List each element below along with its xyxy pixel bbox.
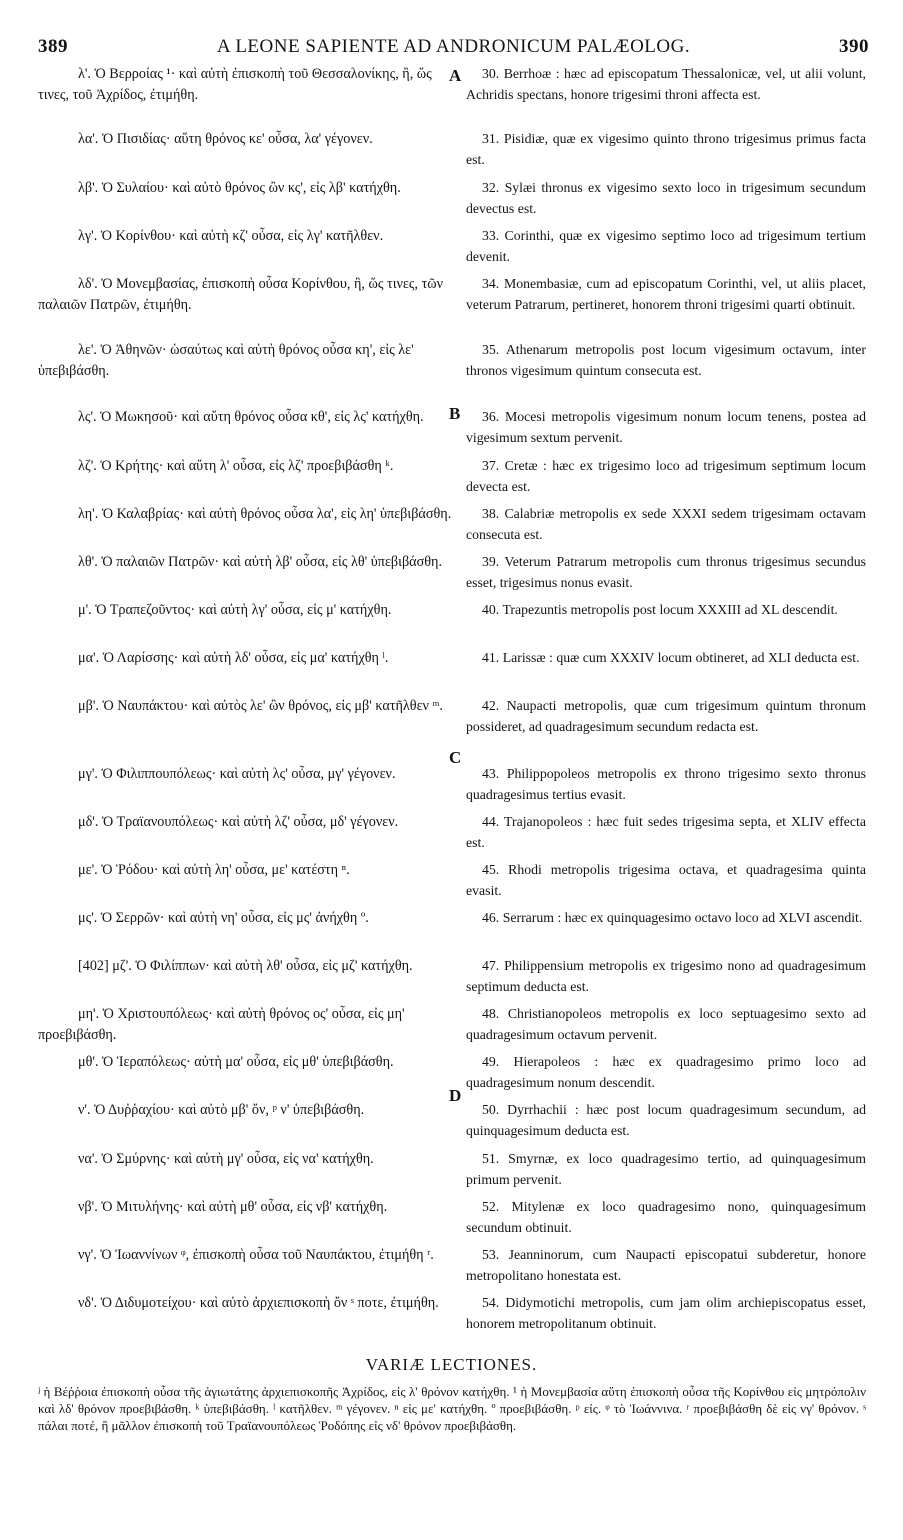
greek-entry-51: να'. Ὁ Σμύρνης· καὶ αὐτὴ μγ' οὖσα, εἰς να' κατήχθη. — [78, 1151, 374, 1167]
greek-entry-45: με'. Ὁ Ῥόδου· καὶ αὐτὴ λη' οὖσα, με' κατέστη ⁿ. — [78, 862, 350, 878]
margin-marker-b: B — [449, 404, 461, 423]
latin-entry-53: 53. Jeanninorum, cum Naupacti episcopatui subderetur, honore metropolitano honestata est. — [466, 1247, 866, 1283]
latin-entry-54: 54. Didymotichi metropolis, cum jam olim archiepiscopatus esset, honorem metropolitanum obtinuit. — [466, 1295, 866, 1331]
left-page-number: 389 — [38, 36, 68, 57]
margin-marker-a: A — [449, 66, 462, 85]
running-header — [38, 36, 869, 60]
greek-entry-50: ν'. Ὁ Δυῤῥαχίου· καὶ αὐτὸ μβ' ὄν, ᵖ ν' ὑπεβιβάσθη. — [78, 1102, 365, 1118]
greek-entry-49: μθ'. Ὁ Ἱεραπόλεως· αὐτὴ μα' οὖσα, εἰς μθ' ὑπεβιβάσθη. — [78, 1054, 394, 1070]
greek-entry-37: λζ'. Ὁ Κρήτης· καὶ αὕτη λ' οὖσα, εἰς λζ' προεβιβάσθη ᵏ. — [78, 458, 394, 474]
latin-entry-51: 51. Smyrnæ, ex loco quadragesimo tertio, ad quinquagesimum primum pervenit. — [466, 1151, 866, 1187]
greek-entry-34: λδ'. Ὁ Μονεμβασίας, ἐπισκοπὴ οὖσα Κορίνθου, ἢ, ὥς τινες, τῶν παλαιῶν Πατρῶν, ἐτιμήθη. — [38, 276, 444, 313]
greek-entry-39: λθ'. Ὁ παλαιῶν Πατρῶν· καὶ αὐτὴ λβ' οὖσα, εἰς λθ' ὑπεβιβάσθη. — [78, 554, 443, 570]
greek-entry-52: νβ'. Ὁ Μιτυλήνης· καὶ αὐτὴ μθ' οὖσα, εἰς νβ' κατήχθη. — [78, 1199, 388, 1215]
greek-entry-46: μς'. Ὁ Σερρῶν· καὶ αὐτὴ νη' οὖσα, εἰς μς' ἀνήχθη º. — [78, 910, 369, 926]
latin-entry-30: 30. Berrhoæ : hæc ad episcopatum Thessalonicæ, vel, ut alii volunt, Achridis spectans, honore trigesimi throni affecta est. — [466, 66, 866, 102]
greek-entry-48: μη'. Ὁ Χριστουπόλεως· καὶ αὐτὴ θρόνος ος' οὖσα, εἰς μη' προεβιβάσθη. — [38, 1006, 405, 1043]
latin-entry-40: 40. Trapezuntis metropolis post locum XXXIII ad XL descendit. — [482, 602, 838, 617]
right-page-number: 390 — [839, 36, 869, 57]
latin-entry-43: 43. Philippopoleos metropolis ex throno trigesimo sexto thronus quadragesimus tertius evasit. — [466, 766, 866, 802]
latin-entry-35: 35. Athenarum metropolis post locum vigesimum octavum, inter thronos vigesimum quintum consecuta est. — [466, 342, 866, 378]
variae-lectiones-heading: VARIÆ LECTIONES. — [365, 1355, 538, 1374]
latin-entry-49: 49. Hierapoleos : hæc ex quadragesimo primo loco ad quadragesimum nonum descendit. — [466, 1054, 866, 1090]
running-title: A LEONE SAPIENTE AD ANDRONICUM PALÆOLOG. — [216, 36, 691, 57]
greek-entry-43: μγ'. Ὁ Φιλιππουπόλεως· καὶ αὐτὴ λς' οὖσα, μγ' γέγονεν. — [78, 766, 396, 782]
latin-entry-36: 36. Mocesi metropolis vigesimum nonum locum tenens, postea ad vigesimum sextum pervenit. — [466, 409, 866, 445]
greek-entry-36: λς'. Ὁ Μωκησοῦ· καὶ αὕτη θρόνος οὖσα κθ', εἰς λς' κατήχθη. — [78, 409, 424, 425]
greek-entry-41: μα'. Ὁ Λαρίσσης· καὶ αὐτὴ λδ' οὖσα, εἰς μα' κατήχθη ˡ. — [78, 650, 389, 666]
variae-lectiones-text: ʲ ἡ Βέῤῥοια ἐπισκοπὴ οὖσα τῆς ἁγιωτάτης ἀρχιεπισκοπῆς Ἀχρίδος, εἰς λ' θρόνον κατήχθη. ¹ ἡ Μονεμβασία αὕτη ἐπισκοπὴ οὖσα τῆς Κορίνθου εἰς μητρόπολιν καὶ λδ' θρόνον προεβιβάσθη. ᵏ ὑπεβιβάσθη. ˡ κατῆλθεν. ᵐ γέγονεν. ⁿ εἰς με' κατήχθη. º προεβιβάσθη. ᵖ εἰς. ᵠ τὸ Ἰωάννινα. ʳ προεβιβάσθη δὲ εἰς νγ' θρόνον. ˢ πάλαι ποτέ, ἢ μᾶλλον ἐπισκοπὴ τοῦ Τραϊανουπόλεως Ῥοδόπης εἰς νδ' θρόνον προεβιβάσθη. — [38, 1384, 866, 1433]
latin-entry-46: 46. Serrarum : hæc ex quinquagesimo octavo loco ad XLVI ascendit. — [482, 910, 863, 925]
greek-entry-44: μδ'. Ὁ Τραϊανουπόλεως· καὶ αὐτὴ λζ' οὖσα, μδ' γέγονεν. — [78, 814, 399, 830]
latin-entry-48: 48. Christianopoleos metropolis ex loco septuagesimo sexto ad quadragesimum octavum pervenit. — [466, 1006, 866, 1042]
greek-entry-38: λη'. Ὁ Καλαβρίας· καὶ αὐτὴ θρόνος οὖσα λα', εἰς λη' ὑπεβιβάσθη. — [78, 506, 452, 522]
greek-entry-40: μ'. Ὁ Τραπεζοῦντος· καὶ αὐτὴ λγ' οὖσα, εἰς μ' κατήχθη. — [78, 602, 392, 618]
latin-entry-32: 32. Sylæi thronus ex vigesimo sexto loco in trigesimum secundum devectus est. — [466, 180, 866, 216]
margin-marker-d: D — [449, 1086, 462, 1105]
greek-entry-35: λε'. Ὁ Ἀθηνῶν· ὡσαύτως καὶ αὐτὴ θρόνος οὖσα κη', εἰς λε' ὑπεβιβάσθη. — [38, 342, 414, 379]
greek-entry-30: λ'. Ὁ Βερροίας ¹· καὶ αὐτὴ ἐπισκοπὴ τοῦ Θεσσαλονίκης, ἢ, ὥς τινες, τοῦ Ἀχρίδος, ἐτιμήθη. — [38, 66, 432, 103]
greek-entry-31: λα'. Ὁ Πισιδίας· αὕτη θρόνος κε' οὖσα, λα' γέγονεν. — [78, 131, 373, 147]
latin-entry-45: 45. Rhodi metropolis trigesima octava, et quadragesima quinta evasit. — [466, 862, 866, 898]
latin-entry-38: 38. Calabriæ metropolis ex sede XXXI sedem trigesimam octavam consecuta est. — [466, 506, 866, 542]
greek-entry-33: λγ'. Ὁ Κορίνθου· καὶ αὐτὴ κζ' οὖσα, εἰς λγ' κατῆλθεν. — [78, 228, 384, 244]
latin-entry-33: 33. Corinthi, quæ ex vigesimo septimo loco ad trigesimum tertium devenit. — [466, 228, 866, 264]
latin-entry-31: 31. Pisidiæ, quæ ex vigesimo quinto throno trigesimus primus facta est. — [466, 131, 866, 167]
latin-entry-37: 37. Cretæ : hæc ex trigesimo loco ad trigesimum septimum locum devecta est. — [466, 458, 866, 494]
latin-entry-50: 50. Dyrrhachii : hæc post locum quadragesimum secundum, ad quinquagesimum deducta est. — [466, 1102, 866, 1138]
greek-entry-32: λβ'. Ὁ Συλαίου· καὶ αὐτὸ θρόνος ὢν κς', εἰς λβ' κατήχθη. — [78, 180, 401, 196]
greek-entry-47: [402] μζ'. Ὁ Φιλίππων· καὶ αὐτὴ λθ' οὖσα, εἰς μζ' κατήχθη. — [78, 958, 413, 974]
latin-entry-34: 34. Monembasiæ, cum ad episcopatum Corinthi, vel, ut aliis placet, veterum Patrarum, pertineret, honorem throni trigesimi quarti obtinuit. — [466, 276, 866, 312]
latin-entry-52: 52. Mitylenæ ex loco quadragesimo nono, quinquagesimum secundum obtinuit. — [466, 1199, 866, 1235]
greek-entry-54: νδ'. Ὁ Διδυμοτείχου· καὶ αὐτὸ ἀρχιεπισκοπὴ ὄν ˢ ποτε, ἐτιμήθη. — [78, 1295, 439, 1311]
latin-entry-39: 39. Veterum Patrarum metropolis cum thronus trigesimus secundus esset, trigesimus nonus evasit. — [466, 554, 866, 590]
margin-marker-c: C — [449, 748, 462, 767]
latin-entry-41: 41. Larissæ : quæ cum XXXIV locum obtineret, ad XLI deducta est. — [482, 650, 860, 665]
latin-entry-44: 44. Trajanopoleos : hæc fuit sedes trigesima septa, et XLIV effecta est. — [466, 814, 866, 850]
latin-entry-47: 47. Philippensium metropolis ex trigesimo nono ad quadragesimum septimum deducta est. — [466, 958, 866, 994]
greek-entry-53: νγ'. Ὁ Ἰωαννίνων ᵠ, ἐπισκοπὴ οὖσα τοῦ Ναυπάκτου, ἐτιμήθη ʳ. — [78, 1247, 434, 1263]
greek-entry-42: μβ'. Ὁ Ναυπάκτου· καὶ αὐτὸς λε' ὢν θρόνος, εἰς μβ' κατῆλθεν ᵐ. — [78, 698, 443, 714]
latin-entry-42: 42. Naupacti metropolis, quæ cum trigesimum quintum thronum possideret, ad quadragesimum secundum redacta est. — [466, 698, 866, 734]
